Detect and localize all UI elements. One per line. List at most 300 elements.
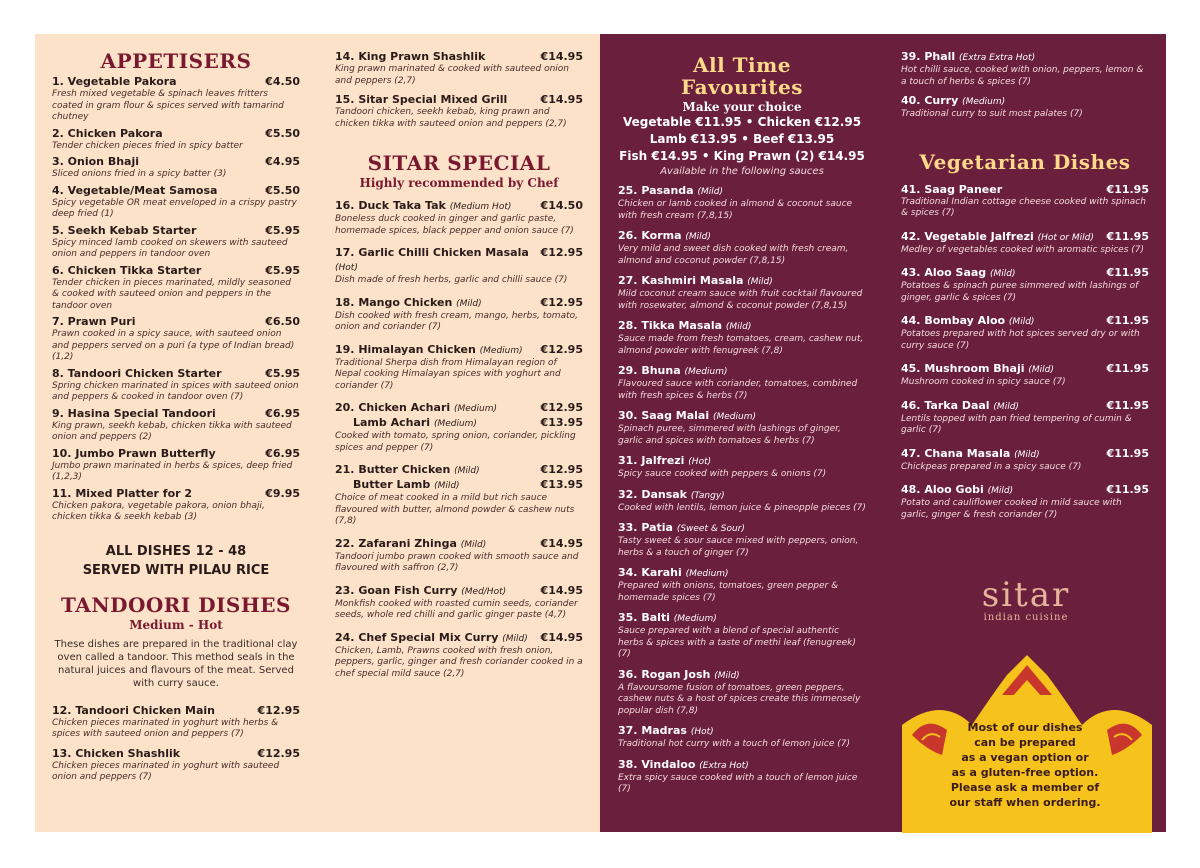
vegetarian-list bbox=[901, 183, 1149, 522]
menu-item-name: 14. King Prawn Shashlik bbox=[335, 50, 486, 63]
vegetarian-heading: Vegetarian Dishes bbox=[919, 149, 1131, 174]
menu-item-price: €11.95 bbox=[1106, 266, 1149, 279]
menu-item-title bbox=[901, 314, 1034, 329]
menu-item-heat: (Medium) bbox=[453, 404, 497, 414]
menu-item-heat: (Mild) bbox=[434, 481, 460, 491]
menu-item-heat: (Mild) bbox=[714, 670, 740, 681]
menu-item-title bbox=[901, 483, 1013, 498]
menu-item-row bbox=[335, 246, 583, 275]
menu-item-price: €11.95 bbox=[1106, 446, 1149, 460]
sitar-special-heading: SITAR SPECIAL bbox=[367, 151, 551, 175]
tandoori-subheading: Medium - Hot bbox=[129, 617, 223, 632]
menu-item-row bbox=[901, 183, 1149, 197]
logo-tagline: indian cuisine bbox=[983, 612, 1069, 623]
menu-item-name: 5. Seekh Kebab Starter bbox=[52, 223, 197, 237]
sitar-special-list bbox=[335, 199, 583, 680]
menu-item-title bbox=[52, 747, 180, 761]
menu-item-title bbox=[618, 409, 756, 424]
menu-item-title bbox=[901, 183, 1002, 197]
column-sitar-special bbox=[335, 50, 583, 680]
menu-item bbox=[618, 229, 866, 267]
menu-item bbox=[335, 584, 583, 622]
menu-item-name: 46. Tarka Daal bbox=[901, 398, 990, 412]
menu-item-name: 27. Kashmiri Masala bbox=[618, 274, 744, 287]
menu-item bbox=[901, 362, 1149, 389]
menu-item-description: Traditional Indian cottage cheese cooked with spinach & spices (7) bbox=[901, 196, 1146, 218]
menu-item-title bbox=[335, 93, 507, 107]
menu-item-heat: (Medium) bbox=[479, 345, 523, 356]
menu-item-row bbox=[901, 94, 1149, 109]
menu-item-name: 42. Vegetable Jalfrezi bbox=[901, 229, 1034, 243]
menu-item-description: Chicken pieces marinated in yoghurt with sauteed onion and peppers (7) bbox=[52, 760, 280, 782]
menu-item-price: €14.50 bbox=[540, 199, 583, 212]
menu-item-title bbox=[52, 447, 216, 461]
menu-item bbox=[52, 127, 300, 153]
menu-item-title bbox=[335, 537, 486, 552]
menu-item-row bbox=[618, 229, 866, 244]
menu-item-row bbox=[618, 274, 866, 289]
menu-item bbox=[618, 611, 866, 661]
menu-item-title bbox=[52, 184, 217, 198]
menu-item bbox=[52, 747, 300, 784]
menu-item-row bbox=[52, 487, 300, 501]
menu-item-title bbox=[618, 566, 729, 581]
menu-item-heat: (Mild) bbox=[1008, 317, 1035, 327]
menu-item-name: 21. Butter Chicken bbox=[335, 463, 451, 476]
menu-item bbox=[901, 183, 1149, 220]
favourites-price-line-3: Fish €14.95 • King Prawn (2) €14.95 bbox=[619, 149, 865, 163]
column-vegetarian bbox=[901, 50, 1149, 521]
menu-item-description: Mild coconut cream sauce with fruit cocktail flavoured with rosewater, almond & coconut powder (7,8,15) bbox=[618, 289, 863, 311]
menu-item-title bbox=[335, 50, 485, 64]
menu-item bbox=[901, 266, 1149, 304]
menu-item-description: Cooked with lentils, lemon juice & pineopple pieces (7) bbox=[618, 502, 866, 513]
menu-item-price: €12.95 bbox=[540, 342, 583, 356]
favourites-heading: All Time Favourites bbox=[681, 53, 803, 99]
menu-item-row bbox=[618, 364, 866, 379]
menu-item-price: €12.95 bbox=[257, 746, 300, 760]
menu-item bbox=[52, 487, 300, 524]
menu-item-row bbox=[52, 315, 300, 329]
menu-item-price: €11.95 bbox=[1106, 182, 1149, 196]
menu-item-heat: (Extra Hot) bbox=[699, 760, 749, 771]
menu-item-price: €11.95 bbox=[1106, 398, 1149, 412]
menu-item-description: Chicken or lamb cooked in almond & coconut sauce with fresh cream (7,8,15) bbox=[618, 199, 853, 221]
menu-item-title bbox=[52, 487, 192, 501]
menu-item-heat: (Tangy) bbox=[690, 490, 725, 501]
menu-item-name: 44. Bombay Aloo bbox=[901, 314, 1006, 327]
menu-item-description: Traditional hot curry with a touch of lemon juice (7) bbox=[618, 739, 850, 749]
menu-item-description: Mushroom cooked in spicy sauce (7) bbox=[901, 377, 1066, 387]
tandoori-heading: TANDOORI DISHES bbox=[61, 592, 291, 617]
menu-item-heat: (Mild) bbox=[454, 466, 480, 476]
menu-item-title bbox=[618, 758, 749, 773]
menu-item-row bbox=[618, 488, 866, 503]
menu-item-price: €6.95 bbox=[265, 446, 300, 460]
menu-item-row bbox=[335, 93, 583, 107]
favourites-note: Available in the following sauces bbox=[660, 166, 824, 177]
menu-item-heat: (Mild) bbox=[1028, 365, 1054, 375]
menu-item-description: Chicken, Lamb, Prawns cooked with fresh onion, peppers, garlic, ginger and fresh coriander cooked in a chef special mild sauce (2,7) bbox=[335, 645, 583, 679]
menu-item-row bbox=[901, 230, 1149, 245]
menu-item-description: Tandoori jumbo prawn cooked with smooth sauce and flavoured with saffron (2,7) bbox=[335, 551, 579, 573]
menu-item-title bbox=[618, 724, 714, 739]
menu-item-row bbox=[618, 454, 866, 469]
menu-item-name: 36. Rogan Josh bbox=[618, 667, 711, 681]
menu-item-name: 18. Mango Chicken bbox=[335, 295, 453, 309]
menu-item-name: 40. Curry bbox=[901, 94, 959, 107]
menu-item-title bbox=[335, 631, 528, 646]
menu-item bbox=[52, 75, 300, 124]
menu-item-title bbox=[335, 401, 497, 416]
menu-item-name: Butter Lamb bbox=[353, 478, 431, 491]
menu-item-title bbox=[335, 584, 506, 599]
menu-item-row bbox=[618, 409, 866, 424]
menu-item-description: Medley of vegetables cooked with aromatic spices (7) bbox=[901, 244, 1144, 255]
menu-item-description: Spicy vegetable OR meat enveloped in a crispy pastry deep fried (1) bbox=[52, 197, 297, 219]
menu-item-heat: (Mild) bbox=[685, 232, 711, 242]
menu-item-heat: (Mild) bbox=[987, 486, 1014, 496]
tandoori-continued-list bbox=[335, 50, 583, 130]
menu-item-name: 29. Bhuna bbox=[618, 364, 681, 377]
menu-item bbox=[618, 454, 866, 481]
menu-item-heat: (Hot) bbox=[690, 727, 714, 737]
menu-item-price: €5.95 bbox=[265, 366, 300, 380]
menu-item-name: 20. Chicken Achari bbox=[335, 401, 451, 414]
menu-item-description: Potato and cauliflower cooked in mild sauce with garlic, ginger & fresh coriander (7) bbox=[901, 498, 1122, 520]
menu-item-title bbox=[353, 416, 477, 431]
menu-item-row bbox=[335, 463, 583, 478]
menu-item-name: 6. Chicken Tikka Starter bbox=[52, 263, 202, 277]
menu-item-row bbox=[335, 50, 583, 64]
menu-item-title bbox=[901, 266, 1016, 281]
menu-item-name: 43. Aloo Saag bbox=[901, 266, 987, 279]
menu-item-heat: (Medium) bbox=[712, 412, 756, 422]
menu-item bbox=[335, 50, 583, 87]
menu-item-title bbox=[52, 127, 163, 141]
menu-item-heat: (Sweet & Sour) bbox=[676, 524, 745, 534]
menu-item-description: Chicken pieces marinated in yoghurt with herbs & spices with sauteed onion and peppers (7) bbox=[52, 717, 279, 739]
menu-item-row bbox=[335, 537, 583, 552]
menu-item-name: 45. Mushroom Bhaji bbox=[901, 362, 1025, 375]
menu-item-row bbox=[52, 264, 300, 278]
menu-item-row bbox=[52, 155, 300, 169]
menu-item bbox=[618, 668, 866, 718]
menu-item-description: Prepared with onions, tomatoes, green pepper & homemade spices (7) bbox=[618, 581, 839, 603]
menu-item bbox=[901, 230, 1149, 257]
menu-item-name: 34. Karahi bbox=[618, 566, 682, 579]
menu-item-heat: (Medium) bbox=[685, 569, 729, 579]
menu-item-name: 32. Dansak bbox=[618, 487, 687, 501]
menu-item-row bbox=[335, 478, 583, 493]
menu-item-title bbox=[618, 521, 745, 536]
menu-item-price: €5.95 bbox=[265, 223, 300, 237]
menu-item bbox=[52, 224, 300, 261]
menu-item-row bbox=[901, 314, 1149, 329]
menu-item bbox=[618, 521, 866, 559]
menu-item-name: 37. Madras bbox=[618, 724, 687, 737]
menu-item-row bbox=[52, 367, 300, 381]
menu-item-price: €4.95 bbox=[265, 155, 300, 168]
menu-item-description: Dish made of fresh herbs, garlic and chilli sauce (7) bbox=[335, 275, 568, 285]
menu-item-name: 28. Tikka Masala bbox=[618, 319, 723, 332]
menu-item-price: €5.50 bbox=[265, 183, 300, 197]
menu-item-description: Chicken pakora, vegetable pakora, onion bhaji, chicken tikka & seekh kebab (3) bbox=[52, 500, 265, 522]
menu-item-description: Fresh mixed vegetable & spinach leaves fritters coated in gram flour & spices served with tamarind chutney bbox=[52, 89, 284, 122]
menu-item-description: Traditional curry to suit most palates (7) bbox=[901, 109, 1083, 119]
menu-item-heat: (Mild) bbox=[747, 277, 773, 287]
column-appetisers bbox=[52, 50, 300, 784]
menu-item bbox=[52, 367, 300, 404]
menu-item-title bbox=[335, 463, 480, 478]
menu-item-row bbox=[52, 704, 300, 718]
menu-item-title bbox=[901, 230, 1094, 245]
menu-item-heat: (Medium) bbox=[673, 614, 717, 624]
menu-item-name: 12. Tandoori Chicken Main bbox=[52, 703, 215, 717]
menu-item-description: Spicy minced lamb cooked on skewers with sauteed onion and peppers in tandoor oven bbox=[52, 237, 288, 259]
menu-item bbox=[52, 264, 300, 313]
menu-item bbox=[618, 319, 866, 357]
menu-item bbox=[901, 314, 1149, 352]
menu-item-title bbox=[618, 364, 727, 379]
menu-item-price: €4.50 bbox=[265, 75, 300, 88]
menu-item-row bbox=[52, 127, 300, 141]
menu-item-row bbox=[335, 631, 583, 646]
menu-item-heat: (Hot) bbox=[688, 457, 712, 467]
menu-item-name: Lamb Achari bbox=[353, 416, 431, 429]
menu-item-heat: (Hot or Mild) bbox=[1037, 232, 1094, 243]
menu-item-description: Sauce prepared with a blend of special authentic herbs & spices with a taste of methi leaf (fenugreek) (7) bbox=[618, 626, 856, 659]
menu-item-description: Tasty sweet & sour sauce mixed with peppers, onion, herbs & a touch of ginger (7) bbox=[618, 536, 859, 558]
menu-item-price: €12.95 bbox=[540, 463, 583, 476]
menu-item-title bbox=[52, 315, 135, 329]
menu-item-price: €11.95 bbox=[1106, 314, 1149, 327]
menu-item-heat: (Mild) bbox=[993, 401, 1019, 412]
menu-item-row bbox=[901, 362, 1149, 377]
appetisers-heading: APPETISERS bbox=[100, 49, 252, 73]
column-favourites bbox=[618, 50, 866, 796]
menu-item-name: 15. Sitar Special Mixed Grill bbox=[335, 93, 508, 106]
menu-item bbox=[335, 199, 583, 237]
menu-item-description: Hot chilli sauce, cooked with onion, peppers, lemon & a touch of herbs & spices (7) bbox=[901, 65, 1144, 87]
menu-item-price: €13.95 bbox=[540, 478, 583, 491]
menu-item-row bbox=[901, 50, 1149, 65]
appetisers-list bbox=[52, 75, 300, 524]
menu-item-row bbox=[52, 184, 300, 198]
menu-item-description: Spicy sauce cooked with peppers & onions (7) bbox=[618, 469, 827, 479]
menu-item-heat: (Medium Hot) bbox=[449, 202, 512, 212]
menu-item-heat: (Mild) bbox=[697, 187, 723, 197]
menu-item-price: €11.95 bbox=[1106, 362, 1149, 375]
menu-item-description: Tender chicken in pieces marinated, mildly seasoned & cooked with sauteed onion and peppers in the tandoor oven bbox=[52, 277, 291, 311]
menu-item-name: 13. Chicken Shashlik bbox=[52, 746, 181, 760]
menu-item-price: €12.95 bbox=[257, 703, 300, 717]
menu-item-title bbox=[618, 229, 711, 244]
menu-item-price: €5.95 bbox=[265, 263, 300, 277]
menu-item-name: 24. Chef Special Mix Curry bbox=[335, 630, 499, 644]
sitar-logo bbox=[968, 575, 1084, 623]
menu-item-description: Tender chicken pieces fried in spicy batter bbox=[52, 140, 243, 151]
menu-item-price: €12.95 bbox=[540, 401, 583, 414]
menu-item-name: 8. Tandoori Chicken Starter bbox=[52, 366, 222, 380]
menu-item-heat: (Medium) bbox=[433, 419, 477, 429]
menu-item bbox=[618, 364, 866, 402]
menu-item-description: Potatoes prepared with hot spices served dry or with curry sauce (7) bbox=[901, 329, 1140, 351]
menu-item-title bbox=[52, 264, 201, 278]
menu-item-row bbox=[618, 611, 866, 626]
menu-item-name: 9. Hasina Special Tandoori bbox=[52, 406, 216, 420]
menu-item bbox=[52, 155, 300, 181]
menu-item bbox=[618, 724, 866, 751]
menu-item-name: 39. Phall bbox=[901, 50, 956, 63]
menu-item-title bbox=[52, 155, 139, 169]
menu-item-name: 19. Himalayan Chicken bbox=[335, 342, 476, 356]
menu-item-description: Dish cooked with fresh cream, mango, herbs, tomato, onion and coriander (7) bbox=[335, 310, 578, 332]
menu-item-price: €11.95 bbox=[1106, 229, 1149, 243]
menu-item-name: 4. Vegetable/Meat Samosa bbox=[52, 183, 218, 197]
menu-item-title bbox=[52, 367, 222, 381]
menu-item bbox=[335, 463, 583, 528]
favourites-price-line-2: Lamb €13.95 • Beef €13.95 bbox=[649, 132, 835, 146]
menu-item-description: Flavoured sauce with coriander, tomatoes, combined with fresh spices & herbs (7) bbox=[618, 379, 858, 401]
menu-item-heat: (Medium) bbox=[962, 97, 1006, 107]
menu-item-title bbox=[618, 274, 773, 289]
menu-item-name: 23. Goan Fish Curry bbox=[335, 583, 458, 597]
menu-item-title bbox=[353, 478, 460, 493]
menu-item bbox=[901, 50, 1149, 88]
menu-item-description: Choice of meat cooked in a mild but rich sauce flavoured with butter, almond powder & cashew nuts (7,8) bbox=[335, 493, 575, 526]
menu-item-row bbox=[335, 401, 583, 416]
menu-item-name: 47. Chana Masala bbox=[901, 446, 1011, 460]
menu-item-row bbox=[335, 296, 583, 311]
menu-item-description: Extra spicy sauce cooked with a touch of lemon juice (7) bbox=[618, 772, 858, 794]
menu-item-description: Lentils topped with pan fried tempering of cumin & garlic (7) bbox=[901, 413, 1132, 435]
menu-item bbox=[52, 447, 300, 484]
menu-item bbox=[618, 184, 866, 222]
menu-item bbox=[901, 94, 1149, 121]
menu-item-price: €6.95 bbox=[265, 406, 300, 420]
menu-item-name: 30. Saag Malai bbox=[618, 409, 710, 422]
menu-item bbox=[335, 93, 583, 130]
menu-item-description: Monkfish cooked with roasted cumin seeds, coriander seeds, whole red chilli and garlic ginger paste (4,7) bbox=[335, 598, 578, 620]
menu-item-row bbox=[901, 266, 1149, 281]
menu-item-row bbox=[618, 724, 866, 739]
menu-item-description: Tandoori chicken, seekh kebab, king prawn and chicken tikka with sauteed onion and peppers (2,7) bbox=[335, 107, 567, 129]
menu-item-row bbox=[618, 668, 866, 683]
tandoori-note: These dishes are prepared in the traditional clay oven called a tandoor. This method seals in the natural juices and flavours of the meat. Served with curry sauce. bbox=[54, 638, 298, 689]
menu-item-name: 31. Jalfrezi bbox=[618, 454, 685, 467]
menu-item bbox=[52, 407, 300, 444]
menu-item-description: King prawn marinated & cooked with sauteed onion and peppers (2,7) bbox=[335, 64, 569, 86]
menu-item-name: 41. Saag Paneer bbox=[901, 182, 1003, 196]
menu-item-price: €14.95 bbox=[540, 93, 583, 106]
menu-item-name: 48. Aloo Gobi bbox=[901, 483, 984, 496]
menu-item-row bbox=[52, 407, 300, 421]
menu-item-heat: (Mild) bbox=[502, 633, 528, 644]
menu-item-name: 7. Prawn Puri bbox=[52, 315, 136, 328]
menu-item bbox=[618, 566, 866, 604]
menu-item bbox=[335, 631, 583, 681]
menu-item-title bbox=[335, 199, 511, 214]
menu-item bbox=[52, 704, 300, 741]
menu-item-description: Traditional Sherpa dish from Himalayan region of Nepal cooking Himalayan spices with yoghurt and coriander (7) bbox=[335, 357, 561, 391]
menu-item bbox=[618, 488, 866, 515]
menu-item-description: Spinach puree, simmered with lashings of ginger, garlic and spices with tomatoes & herbs (7) bbox=[618, 424, 841, 446]
menu-item-description: Boneless duck cooked in ginger and garlic paste, homemade spices, black pepper and onion sauce (7) bbox=[335, 214, 574, 236]
menu-item-title bbox=[618, 611, 717, 626]
menu-item-name: 2. Chicken Pakora bbox=[52, 126, 163, 140]
menu-item-row bbox=[52, 447, 300, 461]
menu-item-description: Sliced onions fried in a spicy batter (3) bbox=[52, 169, 227, 179]
menu-item-price: €14.95 bbox=[540, 630, 583, 644]
menu-item-row bbox=[901, 447, 1149, 462]
menu-item-title bbox=[618, 488, 725, 503]
menu-item-description: Cooked with tomato, spring onion, coriander, pickling spices and pepper (7) bbox=[335, 431, 576, 453]
menu-item-title bbox=[52, 75, 177, 89]
menu-item-description: King prawn, seekh kebab, chicken tikka with sauteed onion and peppers (2) bbox=[52, 420, 292, 442]
menu-item-description: Chickpeas prepared in a spicy sauce (7) bbox=[901, 461, 1082, 472]
menu-item-price: €5.50 bbox=[265, 126, 300, 140]
menu-item-heat: (Mild) bbox=[990, 269, 1016, 279]
menu-item-title bbox=[52, 224, 196, 238]
menu-item bbox=[335, 401, 583, 454]
menu-item-title bbox=[901, 399, 1019, 414]
menu-item-name: 11. Mixed Platter for 2 bbox=[52, 486, 193, 500]
menu-item-price: €6.50 bbox=[265, 315, 300, 328]
menu-item-name: 22. Zafarani Zhinga bbox=[335, 536, 457, 550]
menu-item-title bbox=[901, 447, 1040, 462]
menu-item-title bbox=[618, 454, 711, 469]
menu-item-row bbox=[618, 758, 866, 773]
menu-item-name: 26. Korma bbox=[618, 229, 682, 242]
menu-item-heat: (Medium) bbox=[684, 367, 728, 377]
menu-item-title bbox=[901, 50, 1035, 65]
menu-item-heat: (Med/Hot) bbox=[461, 586, 507, 597]
menu-item-row bbox=[335, 416, 583, 431]
dietary-badge-text: Most of our dishes can be prepared as a vegan option or as a gluten-free option. Please ask a member of our staff when ordering. bbox=[949, 721, 1101, 809]
curry-continued-list bbox=[901, 50, 1149, 121]
menu-item bbox=[52, 184, 300, 221]
menu-item-title bbox=[618, 319, 751, 334]
menu-item-row bbox=[618, 566, 866, 581]
menu-item-description: Spring chicken marinated in spices with sauteed onion and peppers & cooked in tandoor oven (7) bbox=[52, 380, 299, 402]
menu-item bbox=[335, 246, 583, 287]
sitar-special-subheading: Highly recommended by Chef bbox=[359, 176, 559, 190]
menu-item-price: €14.95 bbox=[540, 536, 583, 550]
menu-item-name: 35. Balti bbox=[618, 611, 670, 624]
menu-item-price: €14.95 bbox=[540, 50, 583, 63]
menu-item-title bbox=[335, 296, 482, 311]
menu-item-title bbox=[335, 343, 523, 358]
menu-item-name: 38. Vindaloo bbox=[618, 757, 696, 771]
menu-item-row bbox=[52, 224, 300, 238]
menu-item-name: 10. Jumbo Prawn Butterfly bbox=[52, 446, 216, 460]
menu-item bbox=[335, 537, 583, 575]
menu-item-price: €14.95 bbox=[540, 583, 583, 597]
favourites-price-line-1: Vegetable €11.95 • Chicken €12.95 bbox=[622, 115, 862, 129]
menu-item-price: €11.95 bbox=[1106, 483, 1149, 496]
menu-item-price: €9.95 bbox=[265, 486, 300, 500]
menu-item-title bbox=[52, 407, 216, 421]
menu-item-name: 3. Onion Bhaji bbox=[52, 155, 140, 168]
menu-item bbox=[901, 483, 1149, 521]
menu-item-heat: (Mild) bbox=[456, 298, 482, 309]
menu-item-row bbox=[901, 399, 1149, 414]
menu-item-row bbox=[335, 584, 583, 599]
menu-item-name: 1. Vegetable Pakora bbox=[52, 75, 177, 88]
menu-item-row bbox=[52, 75, 300, 89]
menu-item bbox=[618, 758, 866, 796]
